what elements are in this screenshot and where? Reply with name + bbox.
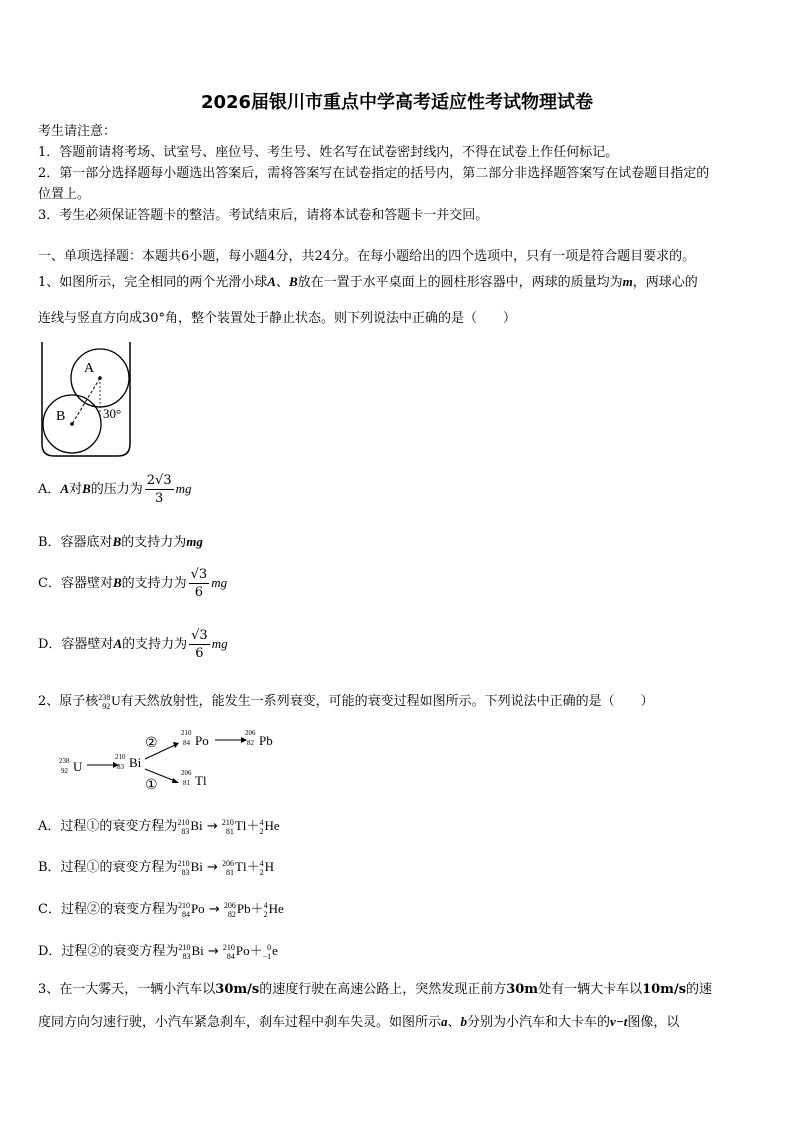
mass-number: 206 [223, 901, 236, 911]
atomic-number: 81 [226, 868, 235, 878]
label-b: B [56, 409, 66, 424]
q3-text: 的速度行驶在高速公路上，突然发现正前方 [259, 982, 507, 997]
q1-container-figure [36, 340, 136, 460]
opt-text: 的支持力为 [121, 576, 187, 591]
page-title: 2026届银川市重点中学高考适应性考试物理试卷 [200, 92, 594, 113]
var-b: B [112, 575, 122, 590]
q3-sep: 、 [447, 1015, 461, 1030]
atomic-number: 83 [181, 868, 190, 878]
bi-mass: 210 [115, 753, 126, 761]
mass-number: 206 [222, 859, 235, 869]
arrow-icon: → [204, 902, 224, 917]
u-mass: 238 [59, 757, 70, 765]
numerator: √3 [190, 567, 208, 582]
atomic-number: 2 [263, 910, 268, 920]
q2-option-d [38, 940, 278, 961]
q1-text: 放在一置于水平桌面上的圆柱形容器中，两球的质量均为 [297, 275, 623, 290]
q2-stem [38, 690, 654, 711]
symbol: Tl [235, 859, 247, 874]
notice-heading: 考生请注意： [38, 124, 117, 139]
po-atomic: 84 [183, 739, 190, 747]
symbol: H [264, 859, 274, 874]
plus-icon: ＋ [249, 944, 263, 959]
q3-text: 的速 [686, 982, 713, 997]
q3-stem-line1 [38, 978, 712, 997]
mass-number: 210 [222, 943, 235, 953]
q1-var-m: m [622, 274, 633, 289]
atomic-number: 84 [226, 952, 235, 962]
opt-text: C．容器壁对 [38, 576, 113, 591]
numerator: √3 [191, 628, 208, 643]
mass-number: 210 [177, 818, 190, 828]
center-a [98, 376, 102, 380]
var-b: b [460, 1014, 468, 1029]
process-2-label: ② [145, 736, 158, 751]
process-1-label: ① [145, 778, 158, 793]
po-mass: 210 [181, 729, 192, 737]
q3-text: 3、在一大雾天，一辆小汽车以 [38, 982, 216, 997]
symbol: Bi [191, 943, 204, 958]
symbol: Po [235, 943, 250, 958]
bi-symbol: Bi [129, 755, 142, 770]
var-vt: v−t [610, 1014, 628, 1029]
opt-letter: A． [38, 482, 61, 497]
mass-number: 238 [98, 693, 111, 703]
mass-number: 4 [263, 901, 268, 911]
nuclide [259, 818, 279, 836]
atomic-number: 83 [181, 827, 190, 837]
opt-text: A．过程①的衰变方程为 [38, 819, 178, 834]
label-angle: 30° [103, 406, 122, 421]
q2-option-b [38, 856, 274, 877]
denominator: 3 [155, 491, 164, 506]
q2-option-a [38, 815, 280, 836]
notice-item-2: 2．第一部分选择题每小题选出答案后，需将答案写在试卷指定的括号内，第二部分非选择题答案写在试卷题目指定的 [38, 166, 710, 181]
atomic-number: 2 [259, 868, 264, 878]
mass-number: 4 [259, 818, 264, 828]
arrow-icon: → [202, 860, 223, 875]
opt-text: B．过程①的衰变方程为 [38, 860, 178, 875]
nuclide [260, 859, 274, 877]
atomic-number: 83 [182, 952, 191, 962]
atomic-number: 92 [102, 702, 111, 712]
symbol: He [264, 818, 280, 833]
symbol: He [268, 901, 284, 916]
var-b: B [112, 534, 122, 549]
q3-text: 图像，以 [627, 1015, 680, 1030]
q1-stem-line1 [38, 271, 698, 290]
q3-distance: 30m [506, 982, 539, 997]
nuclide-u [98, 693, 120, 711]
var-a: A [60, 481, 70, 496]
nuclide [224, 901, 251, 919]
unit-mg: mg [211, 575, 228, 590]
opt-text: 的压力为 [90, 482, 143, 497]
numerator: 2√3 [146, 473, 172, 488]
symbol: Bi [190, 859, 203, 874]
q3-speed-car: 30m/s [215, 982, 260, 997]
plus-icon: ＋ [246, 819, 260, 834]
nuclide [177, 818, 202, 836]
q1-stem-line2: 连线与竖直方向成30°角，整个装置处于静止状态。则下列说法中正确的是（ ） [38, 311, 517, 326]
q1-var-a: A [267, 274, 276, 289]
q3-speed-truck: 10m/s [642, 982, 687, 997]
symbol: e [272, 943, 278, 958]
q1-var-b: B [288, 274, 298, 289]
label-a: A [84, 361, 95, 376]
opt-text: D．容器壁对 [38, 637, 114, 652]
q1-option-c [38, 568, 227, 599]
q2-text: 有天然放射性，能发生一系列衰变，可能的衰变过程如图所示。下列说法中正确的是（ ） [120, 694, 654, 709]
q1-option-d [38, 629, 228, 660]
nuclide [264, 901, 284, 919]
atomic-number: 84 [181, 910, 190, 920]
var-a: A [113, 636, 123, 651]
pb-mass: 206 [245, 729, 256, 737]
arrowhead [172, 778, 179, 783]
opt-text: D．过程②的衰变方程为 [38, 944, 179, 959]
fraction [145, 474, 174, 505]
opt-text: 的支持力为 [121, 535, 187, 550]
denominator: 6 [194, 585, 204, 600]
mass-number: 4 [259, 859, 264, 869]
nuclide [222, 859, 247, 877]
symbol: Bi [190, 818, 203, 833]
mass-number: 0 [267, 943, 272, 953]
symbol: Po [190, 901, 205, 916]
center-b [70, 422, 74, 426]
tl-mass: 206 [181, 769, 192, 777]
po-symbol: Po [195, 733, 209, 748]
mass-number: 210 [177, 901, 190, 911]
atomic-number: 82 [227, 910, 236, 920]
pb-symbol: Pb [259, 733, 273, 748]
var-a: a [441, 1014, 448, 1029]
mass-number: 210 [221, 818, 234, 828]
u-atomic: 92 [61, 767, 68, 775]
q1-option-b [38, 531, 203, 550]
q2-decay-diagram [55, 725, 295, 795]
atomic-number: 81 [225, 827, 234, 837]
notice-item-1: 1．答题前请将考场、试室号、座位号、考生号、姓名写在试卷密封线内，不得在试卷上作任何标记。 [38, 145, 619, 160]
q3-text: 分别为小汽车和大卡车的 [467, 1015, 611, 1030]
symbol: Pb [236, 901, 251, 916]
tl-symbol: Tl [195, 773, 207, 788]
q1-text: ，两球心的 [632, 275, 698, 290]
mass-number: 210 [178, 943, 191, 953]
q1-sep: 、 [275, 275, 289, 290]
symbol: U [111, 693, 121, 708]
opt-text: C．过程②的衰变方程为 [38, 902, 178, 917]
u-symbol: U [73, 759, 83, 774]
q3-stem-line2 [38, 1011, 679, 1030]
notice-item-3: 3．考生必须保证答题卡的整洁。考试结束后，请将本试卷和答题卡一并交回。 [38, 208, 489, 223]
nuclide [223, 943, 250, 961]
bi-atomic: 83 [117, 763, 124, 771]
unit-mg: mg [175, 481, 192, 496]
tl-atomic: 81 [183, 779, 190, 787]
atomic-number: −1 [262, 952, 272, 962]
nuclide [178, 943, 203, 961]
denominator: 6 [195, 646, 204, 661]
nuclide [178, 901, 205, 919]
arrow-icon: → [202, 819, 222, 834]
nuclide [178, 859, 203, 877]
q2-option-c [38, 898, 284, 919]
q1-text: 1、如图所示，完全相同的两个光滑小球 [38, 275, 268, 290]
plus-icon: ＋ [246, 860, 260, 875]
center-line [72, 378, 100, 424]
q3-text: 处有一辆大卡车以 [538, 982, 643, 997]
symbol: Tl [234, 818, 247, 833]
q1-option-a [38, 474, 191, 505]
nuclide [222, 818, 247, 836]
fraction [189, 629, 210, 660]
opt-text: 的支持力为 [122, 637, 188, 652]
q2-text: 2、原子核 [38, 694, 99, 709]
unit-mg: mg [186, 534, 203, 549]
atomic-number: 2 [259, 827, 264, 837]
notice-item-2-cont: 位置上。 [38, 187, 91, 202]
section-heading: 一、单项选择题：本题共6小题，每小题4分，共24分。在每小题给出的四个选项中，只有一项是符合题目要求的。 [38, 249, 696, 264]
plus-icon: ＋ [250, 902, 264, 917]
opt-text: 对 [69, 482, 83, 497]
nuclide [263, 943, 278, 961]
opt-text: B．容器底对 [38, 535, 113, 550]
mass-number: 210 [177, 859, 190, 869]
var-b: B [82, 481, 91, 496]
pb-atomic: 82 [247, 739, 254, 747]
fraction [189, 568, 210, 599]
unit-mg: mg [211, 636, 228, 651]
q3-text: 度同方向匀速行驶，小汽车紧急刹车，刹车过程中刹车失灵。如图所示 [38, 1015, 442, 1030]
arrow-icon: → [203, 944, 223, 959]
